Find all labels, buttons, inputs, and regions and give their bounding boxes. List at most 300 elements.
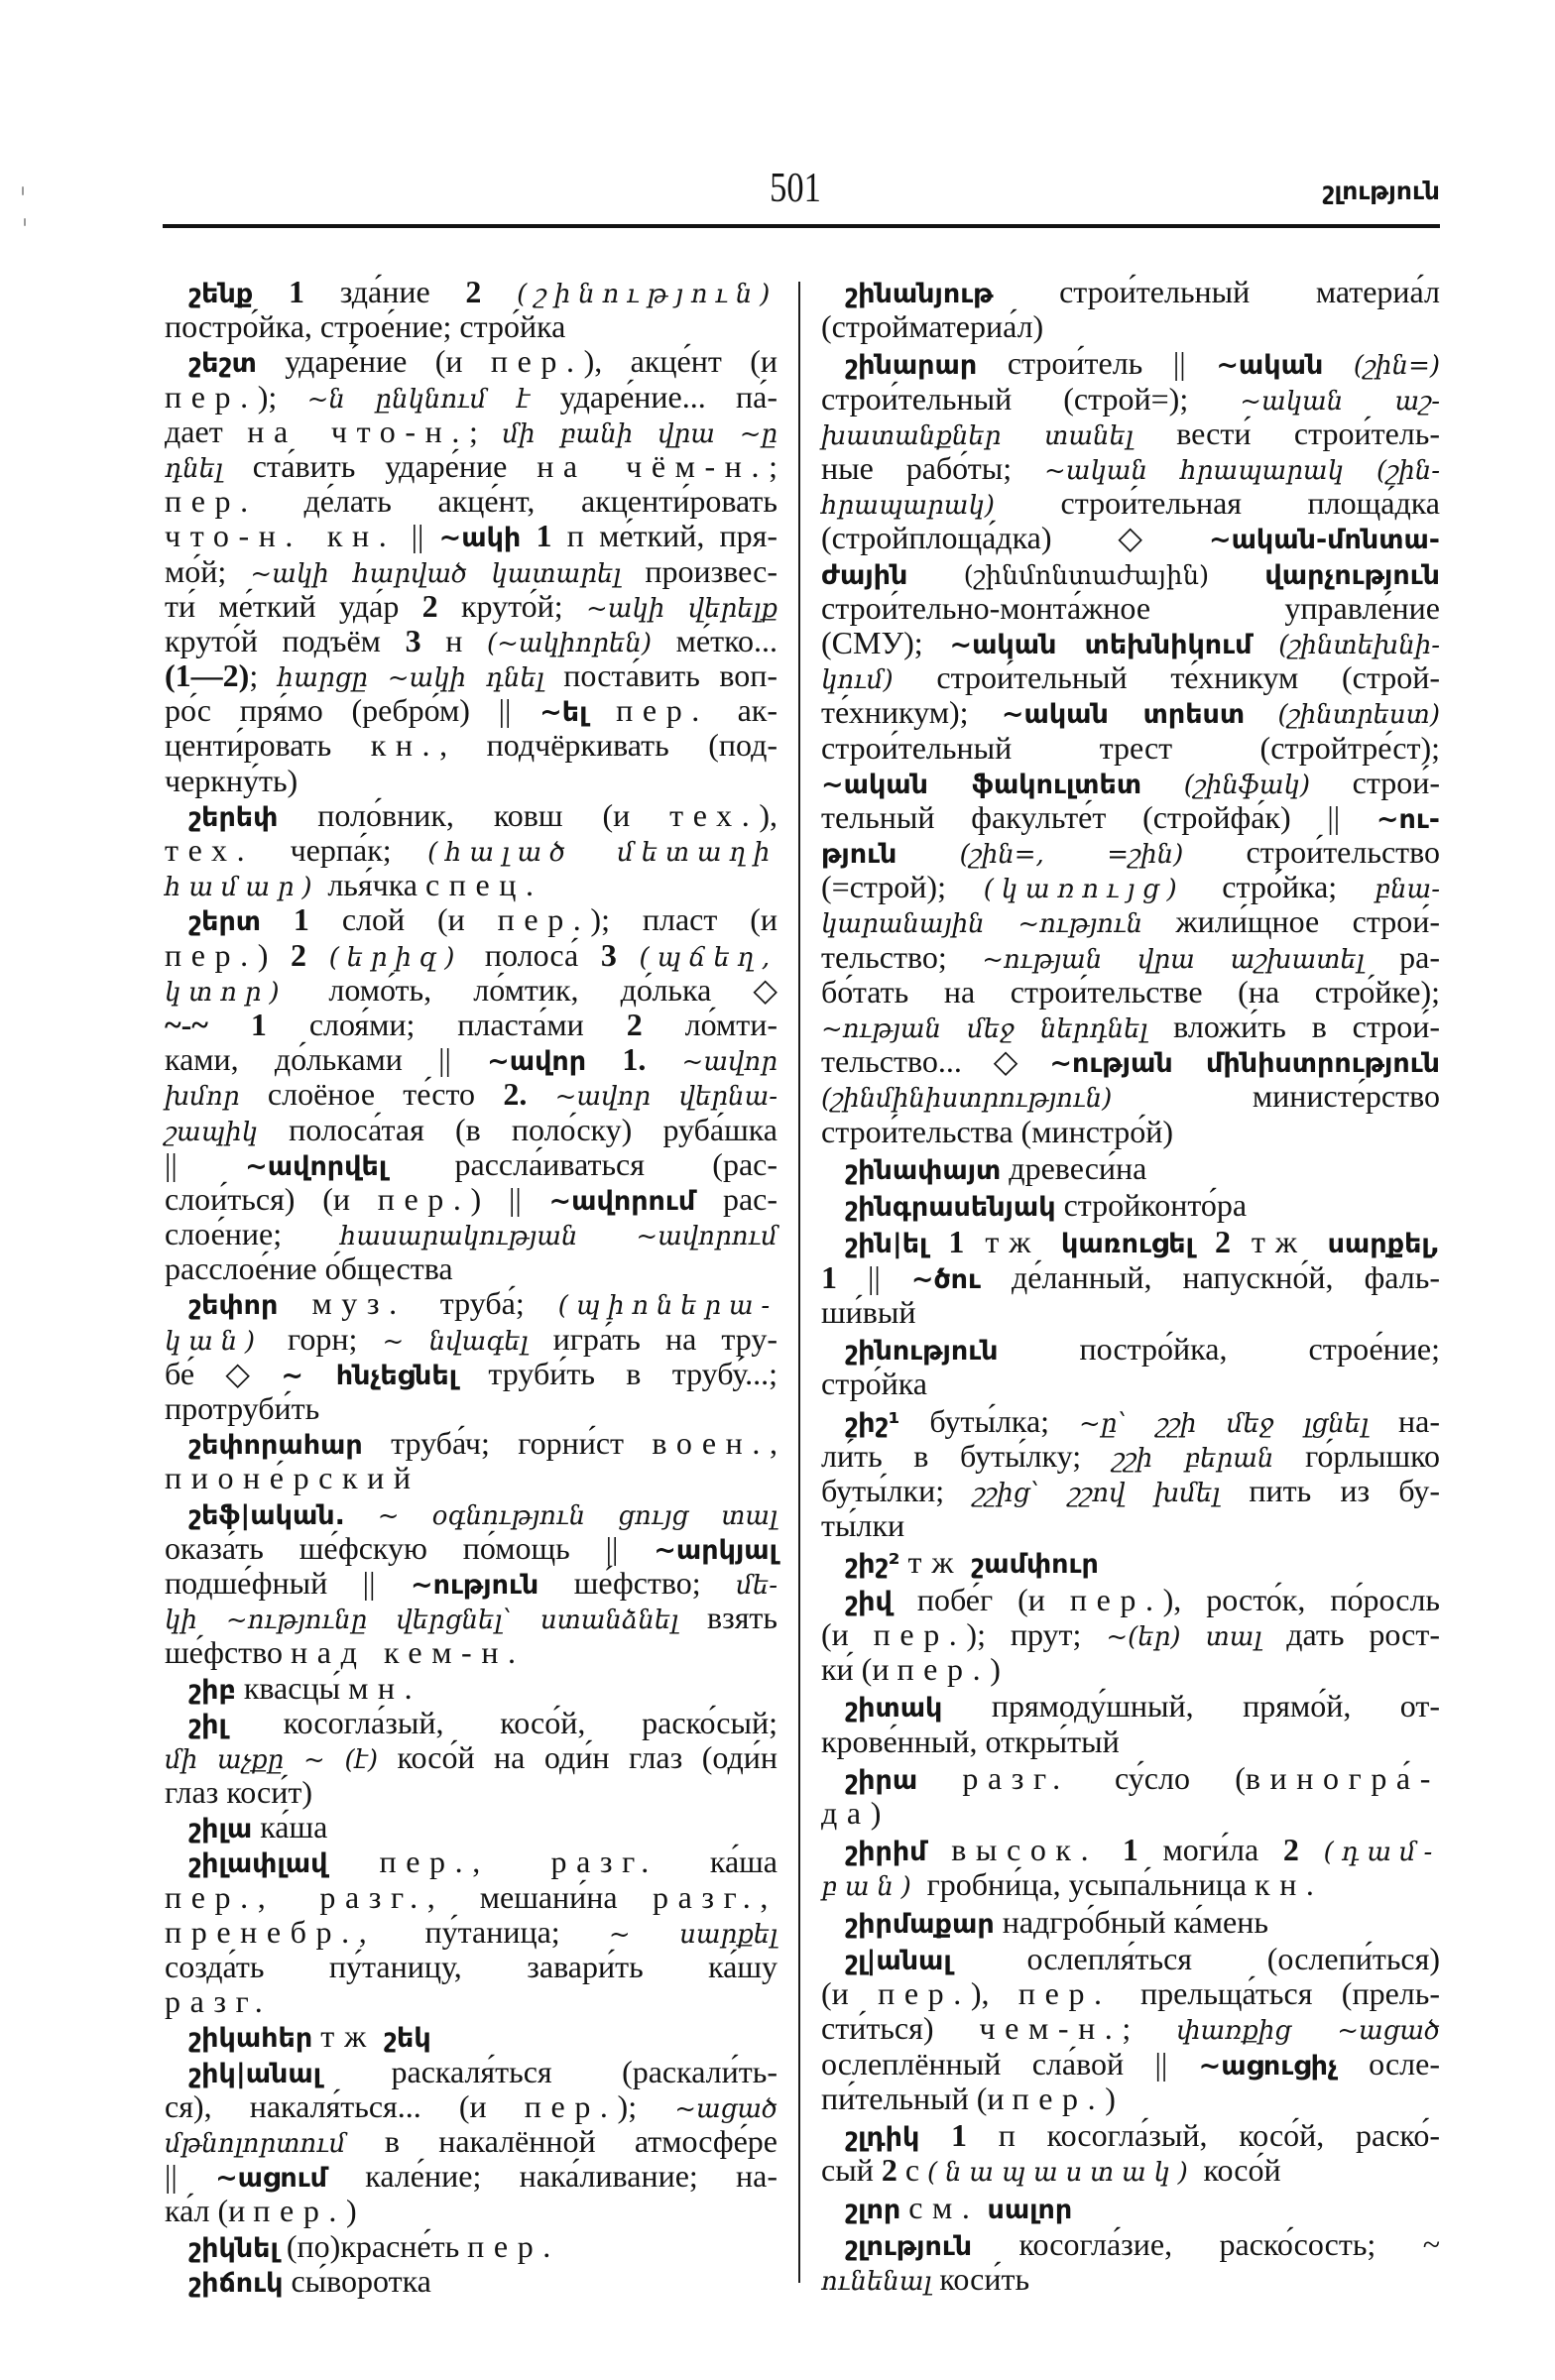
translation-text: ками, до́льками || — [165, 1041, 488, 1078]
spaced-usage-label: пионе́рский — [165, 1460, 420, 1496]
entry-line — [821, 486, 1440, 521]
translation-text: пу́таница; — [376, 1913, 609, 1950]
dictionary-entry — [165, 1426, 778, 1495]
spaced-usage-label: пер., разг., — [165, 1878, 445, 1915]
headword: շենք — [188, 279, 254, 309]
armenian-italic-phrase: կի ~ությունը վերցնել՝ ստանձնել — [165, 1606, 679, 1636]
translation-text: зда́ние — [304, 274, 466, 309]
armenian-phrase: (շինմոնտաժային) — [963, 560, 1210, 591]
translation-text: ме́тко... — [652, 622, 778, 658]
bold-armenian-phrase: ժային — [821, 559, 908, 591]
armenian-italic-spaced-phrase: կտոր) — [165, 977, 288, 1008]
armenian-italic-phrase: մի աչքը ~ (է) — [165, 1744, 379, 1775]
translation-text: пи́тельный (и — [821, 2080, 1013, 2116]
line-content — [821, 486, 1440, 524]
dictionary-entry — [821, 1905, 1440, 1940]
bold-numeral: 2 — [1214, 1224, 1231, 1260]
entry-line — [165, 1496, 778, 1531]
spaced-usage-label: см. — [908, 2189, 980, 2225]
spaced-usage-label: воен. — [652, 1425, 770, 1462]
bold-armenian-phrase: ~ավորում — [548, 1185, 696, 1217]
translation-text: ломо́ть, ло́мтик, до́лька ◇ — [287, 971, 778, 1008]
armenian-italic-phrase: (~ակիորեն) — [486, 628, 653, 658]
armenian-italic-spaced-phrase: բան) — [821, 1872, 919, 1903]
translation-text: ше́фство; — [538, 1564, 737, 1601]
translation-text: || — [837, 1258, 911, 1295]
spaced-usage-label: пер. — [616, 692, 709, 729]
spaced-usage-label: тех. — [165, 832, 255, 868]
translation-text: ) — [257, 936, 292, 973]
line-content — [821, 1260, 1440, 1297]
entry-line — [165, 519, 778, 553]
line-content — [821, 1508, 904, 1543]
line-content — [188, 1286, 778, 1324]
entry-line — [821, 382, 1440, 416]
spaced-usage-label: разг., — [653, 1878, 778, 1915]
translation-text: тельство; — [821, 938, 983, 975]
entry-line — [165, 1601, 778, 1635]
entry-line — [165, 589, 778, 624]
armenian-italic-phrase: հարցը ~ակի դնել — [277, 663, 544, 694]
entry-line — [165, 1775, 778, 1810]
entry-line — [165, 693, 778, 728]
headword: շին|ել — [845, 1229, 928, 1260]
entry-line — [821, 2191, 1440, 2225]
headword: շեշտ — [188, 348, 257, 380]
entry-line — [821, 1474, 1440, 1508]
translation-text — [1040, 1224, 1061, 1259]
spaced-usage-label: пер. — [165, 483, 258, 520]
line-content — [821, 731, 1440, 766]
translation-text — [261, 901, 294, 937]
line-content — [165, 2159, 778, 2196]
bold-numeral: 1 — [821, 1258, 837, 1295]
translation-text: сый — [821, 2152, 882, 2189]
line-content — [845, 1151, 1146, 1188]
entry-line — [165, 973, 778, 1008]
entry-line — [165, 1008, 778, 1042]
entry-line — [165, 1950, 778, 1984]
translation-text — [278, 1285, 311, 1321]
headword: շինարար — [845, 350, 978, 382]
dictionary-entry — [821, 1225, 1440, 1330]
bold-armenian-phrase: ~ել — [539, 697, 588, 729]
line-content — [165, 309, 565, 344]
translation-text: пить из бу- — [1220, 1472, 1441, 1508]
armenian-italic-phrase: հրապարակ) — [821, 491, 995, 522]
line-content — [188, 344, 778, 381]
spaced-usage-label: пер. — [897, 1651, 991, 1688]
spaced-usage-label: да — [821, 1795, 871, 1831]
headword: շիլա — [188, 1814, 253, 1845]
entry-line — [821, 451, 1440, 486]
translation-text: ро́с пря́мо (ребро́м) || — [165, 692, 540, 729]
headword: շեփոր — [188, 1290, 279, 1322]
line-content — [188, 2055, 778, 2091]
entry-line — [821, 1833, 1440, 1867]
translation-text: постро́йка, строе́ние; — [998, 1331, 1440, 1368]
translation-text: те́хникум); — [821, 694, 1002, 731]
bold-numeral: ~-~ 1 — [165, 1006, 267, 1042]
headword: շերեփ — [188, 801, 279, 833]
bold-armenian-phrase: ~ծու — [910, 1263, 981, 1295]
entry-line — [821, 346, 1440, 381]
translation-text: ка́л (и — [165, 2193, 254, 2229]
entry-line — [165, 868, 778, 902]
bold-numeral: 2 — [421, 587, 438, 624]
translation-text — [907, 555, 963, 591]
line-content — [165, 868, 543, 905]
spaced-usage-label: пер. — [878, 1975, 971, 2012]
line-content — [188, 2229, 560, 2266]
translation-text: осле- — [1337, 2045, 1441, 2082]
entry-line — [165, 1322, 778, 1357]
line-content — [821, 2153, 1281, 2191]
translation-text — [1209, 555, 1264, 591]
translation-text: полоса́тая (в поло́ску) руба́шка — [257, 1111, 778, 1147]
armenian-italic-phrase: ~ նվագել — [382, 1326, 529, 1357]
line-content — [845, 1404, 1440, 1442]
bold-armenian-phrase: ~ական ֆակուլտետ — [821, 769, 1142, 800]
bold-numeral: 1 — [289, 274, 305, 309]
entry-line — [165, 1635, 778, 1670]
translation-text: ), — [970, 1975, 1018, 2012]
translation-text: постро́йка, строе́ние; стро́йка — [165, 308, 566, 345]
entry-line — [821, 1976, 1440, 2011]
line-content — [165, 1531, 778, 1568]
entry-line — [821, 766, 1440, 800]
bold-numeral: 1 — [951, 2117, 968, 2154]
entry-line — [821, 1689, 1440, 1724]
translation-text: мо́й; — [165, 552, 251, 589]
line-content — [188, 1426, 778, 1463]
translation-text: строи́тельства (минстро́й) — [821, 1113, 1174, 1149]
translation-text: строи́тельная площа́дка — [994, 485, 1440, 522]
translation-text: слоёное те́сто — [239, 1076, 504, 1113]
translation-text: де́лать акце́нт, акценти́ровать — [257, 483, 778, 520]
translation-text — [646, 1041, 681, 1077]
dictionary-entry — [821, 1689, 1440, 1758]
translation-text: ослепля́ться (ослепи́ться) — [951, 1941, 1440, 1977]
headword: շիրա — [845, 1764, 918, 1796]
line-content — [188, 1671, 421, 1708]
armenian-italic-phrase: ~ական հրապարակ (շին- — [1044, 456, 1441, 487]
translation-text: произвес- — [621, 552, 778, 589]
entry-line — [821, 2227, 1440, 2262]
entry-line — [821, 416, 1440, 451]
translation-text: буты́лка; — [899, 1402, 1080, 1439]
line-content — [821, 521, 1440, 557]
line-content — [165, 693, 778, 730]
entry-line — [165, 798, 778, 833]
translation-text — [1231, 1224, 1252, 1259]
armenian-italic-phrase: ~ակի վերելք — [585, 593, 778, 624]
spaced-usage-label: на чём-н. — [537, 447, 770, 484]
translation-text: ся), накаля́ться... (и — [165, 2087, 525, 2124]
armenian-italic-spaced-phrase: (հալած մետաղի — [427, 838, 778, 868]
dictionary-entry — [165, 1844, 778, 2019]
translation-text: косогла́зие, раско́сость; ~ — [972, 2225, 1440, 2262]
bold-armenian-phrase: ~ություն — [410, 1569, 539, 1601]
line-content — [821, 309, 1043, 344]
spaced-usage-label: пер. — [467, 2227, 560, 2264]
translation-text: су́сло ( — [1069, 1759, 1246, 1796]
line-content — [165, 1391, 319, 1426]
headword: շիվ — [845, 1586, 893, 1617]
spaced-usage-label: над кем-н. — [291, 1634, 526, 1671]
translation-text: ); прут; — [966, 1615, 1107, 1652]
line-content — [845, 2227, 1440, 2264]
line-content — [845, 1188, 1247, 1225]
entry-line — [165, 309, 778, 344]
entry-line — [821, 626, 1440, 660]
entry-line — [821, 835, 1440, 870]
entry-line — [165, 1391, 778, 1426]
translation-text: п косогла́зый, косо́й, раско́- — [967, 2117, 1441, 2154]
headword: շիրիմ — [845, 1837, 927, 1868]
dictionary-entry — [165, 1706, 778, 1811]
translation-text: слой (и — [308, 901, 498, 938]
entry-line — [821, 521, 1440, 555]
translation-text: полоса́ — [462, 936, 601, 973]
right-column — [821, 275, 1440, 2297]
bold-numeral: 1 — [948, 1224, 965, 1260]
line-content — [845, 1689, 1440, 1726]
entry-line — [165, 1042, 778, 1077]
entry-line — [165, 484, 778, 519]
translation-text: ; — [249, 657, 278, 694]
entry-line — [821, 870, 1440, 904]
entry-line — [821, 1079, 1440, 1114]
entry-line — [821, 1295, 1440, 1330]
line-content — [821, 695, 1440, 733]
translation-text: ) — [1105, 2080, 1116, 2116]
entry-line — [165, 1984, 778, 2019]
headword: շեֆ|ական. — [188, 1499, 345, 1531]
line-content — [188, 275, 778, 312]
entry-line — [821, 1151, 1440, 1186]
entry-line — [821, 1867, 1440, 1902]
entry-line — [165, 1182, 778, 1217]
translation-text: дает — [165, 413, 248, 449]
entry-line — [821, 1617, 1440, 1652]
entry-line — [165, 1426, 778, 1461]
line-content — [188, 2019, 431, 2056]
headword: շիկնել — [188, 2232, 279, 2264]
entry-line — [165, 658, 778, 693]
entry-line — [821, 1545, 1440, 1580]
translation-text: строи́тельный (строй=); — [821, 380, 1241, 416]
entry-line — [821, 904, 1440, 939]
entry-line — [821, 975, 1440, 1010]
armenian-italic-phrase: մթնոլորտում — [165, 2128, 346, 2159]
bold-armenian-phrase: ~ական տեխնիկում — [949, 629, 1253, 660]
entry-line — [165, 1357, 778, 1391]
spaced-usage-label: тж — [985, 1224, 1040, 1260]
armenian-italic-phrase: (շին=, =շին) — [959, 840, 1184, 871]
armenian-italic-phrase: բնա- — [1374, 875, 1441, 905]
headword: շերտ — [188, 906, 262, 938]
translation-text: || — [165, 1145, 246, 1182]
entry-line — [821, 591, 1440, 626]
translation-text: , — [770, 1425, 778, 1462]
translation-text: ударе́ние (и — [256, 343, 491, 380]
dictionary-entry — [821, 1942, 1440, 2116]
line-content — [165, 764, 298, 798]
header-rule — [163, 224, 1440, 228]
translation-text: расслое́ние о́бщества — [165, 1250, 453, 1287]
spaced-usage-label: пер. — [1012, 2080, 1106, 2116]
entry-line — [821, 556, 1440, 591]
entry-line — [821, 1796, 1440, 1831]
line-content — [821, 1725, 1120, 1759]
armenian-italic-phrase: շշի բերան — [1112, 1443, 1274, 1474]
translation-text: ), росто́к, по́росль — [1162, 1581, 1441, 1617]
translation-text: строи́- — [1310, 764, 1440, 800]
entry-line — [165, 764, 778, 798]
entry-line — [821, 309, 1440, 344]
dictionary-entry — [821, 1188, 1440, 1223]
line-content — [165, 1357, 778, 1393]
headword: շլդիկ — [845, 2122, 920, 2154]
translation-text: слое́ние; — [165, 1216, 340, 1252]
line-content — [165, 484, 778, 519]
line-content — [821, 800, 1440, 837]
translation-text: стройконто́ра — [1055, 1187, 1248, 1224]
headword: շինգրասենյակ — [845, 1192, 1056, 1224]
bold-armenian-phrase: շամփուր — [971, 1549, 1099, 1581]
armenian-italic-phrase: մի բանի վրա ~ը — [502, 418, 778, 449]
entry-line — [165, 1915, 778, 1950]
translation-text — [527, 1076, 554, 1112]
entry-line — [821, 2047, 1440, 2082]
spaced-usage-label: пер. — [490, 343, 584, 380]
entry-line — [165, 2159, 778, 2194]
translation-text: труба́; — [406, 1285, 558, 1322]
translation-text — [345, 1495, 378, 1531]
armenian-italic-phrase: ~ացած — [674, 2093, 778, 2124]
bold-armenian-phrase: ~ու- — [1376, 803, 1440, 835]
line-content — [165, 1880, 778, 1915]
headword: շիլափլավ — [188, 1848, 328, 1880]
armenian-italic-phrase: ~ն ընկնում է — [306, 384, 531, 415]
entry-line — [165, 1740, 778, 1775]
armenian-italic-phrase: (շինֆակ) — [1183, 770, 1311, 800]
headword: շեփորահար — [188, 1430, 363, 1462]
entry-line — [165, 1147, 778, 1182]
translation-text: строи́тельство — [1183, 834, 1441, 871]
translation-text: сы́воротка — [283, 2262, 431, 2299]
line-content — [821, 835, 1440, 873]
dictionary-entry — [165, 798, 778, 903]
armenian-italic-phrase: ~ օգնություն ցույց տալ — [377, 1500, 778, 1531]
translation-text: ; — [769, 447, 778, 484]
headword: շիճուկ — [188, 2267, 284, 2299]
translation-text: сти́ться) — [821, 2010, 980, 2047]
line-content — [845, 1225, 1440, 1261]
bold-numeral: 2 — [465, 274, 482, 309]
dictionary-entry — [165, 275, 778, 344]
translation-text: ра- — [1364, 938, 1440, 975]
line-content — [821, 940, 1440, 978]
line-content — [165, 449, 778, 487]
entry-line — [821, 2118, 1440, 2153]
bold-armenian-phrase: ~ավոր — [487, 1046, 587, 1078]
dictionary-entry — [821, 1151, 1440, 1186]
translation-text: рас- — [695, 1180, 778, 1217]
translation-text: слои́ться) (и — [165, 1180, 378, 1217]
translation-text — [312, 2018, 320, 2054]
bold-numeral: (1—2) — [165, 657, 250, 694]
translation-text — [919, 2117, 951, 2153]
translation-text: косогла́зый, косо́й, раско́сый; — [226, 1704, 778, 1740]
line-content — [165, 1042, 778, 1080]
line-content — [845, 275, 1440, 311]
translation-text — [900, 2190, 908, 2225]
entry-line — [821, 660, 1440, 695]
entry-line — [165, 1566, 778, 1601]
entry-line — [165, 344, 778, 379]
translation-text: слоя́ми; пласта́ми — [266, 1006, 627, 1042]
entry-line — [165, 728, 778, 763]
translation-text: лья́чка — [319, 867, 425, 903]
line-content — [821, 766, 1440, 803]
translation-text: ); — [617, 2087, 675, 2124]
translation-text: (стройплоща́дка) ◇ — [821, 520, 1209, 556]
translation-text: ные рабо́ты; — [821, 450, 1045, 487]
armenian-italic-phrase: (շին=) — [1353, 351, 1441, 382]
bold-numeral: 1 — [1122, 1832, 1138, 1868]
entry-line — [821, 1652, 1440, 1687]
spaced-usage-label: пер. — [497, 901, 591, 938]
translation-text: игра́ть на тру- — [528, 1320, 778, 1357]
translation-text: ка́ша — [658, 1844, 778, 1880]
entry-line — [165, 2089, 778, 2124]
translation-text — [617, 937, 640, 973]
translation-text: ) — [990, 1651, 1001, 1688]
dictionary-entry — [165, 1496, 778, 1671]
line-content — [821, 1867, 1324, 1905]
translation-text: ) — [346, 2193, 357, 2229]
translation-text: стро́йка; — [1184, 869, 1375, 905]
translation-text: ши́вый — [821, 1293, 916, 1330]
entry-line — [165, 1844, 778, 1879]
dictionary-entry — [165, 902, 778, 1286]
translation-text: ; — [468, 413, 503, 449]
translation-text — [1098, 1832, 1123, 1867]
dictionary-entry — [165, 1286, 778, 1426]
spaced-usage-label: тж — [907, 1544, 964, 1581]
entry-line — [821, 1367, 1440, 1401]
translation-text: косо́й — [1195, 2152, 1281, 2189]
translation-text: древеси́на — [1001, 1149, 1147, 1186]
line-content — [188, 902, 778, 939]
dictionary-entry — [821, 1761, 1440, 1831]
entry-line — [165, 902, 778, 937]
line-content — [188, 1844, 778, 1881]
translation-text: надгро́бный ка́мень — [994, 1903, 1268, 1940]
translation-text — [1252, 625, 1278, 660]
dictionary-entry — [821, 1583, 1440, 1688]
dictionary-entry — [821, 1404, 1440, 1544]
armenian-italic-phrase: (շինտրեստ) — [1277, 700, 1440, 731]
bold-armenian-phrase: ~ակի — [438, 523, 522, 554]
line-content — [821, 904, 1440, 942]
line-content — [821, 416, 1440, 454]
spaced-usage-label: тж — [320, 2018, 376, 2055]
line-content — [165, 1217, 778, 1254]
line-content — [821, 1295, 916, 1330]
